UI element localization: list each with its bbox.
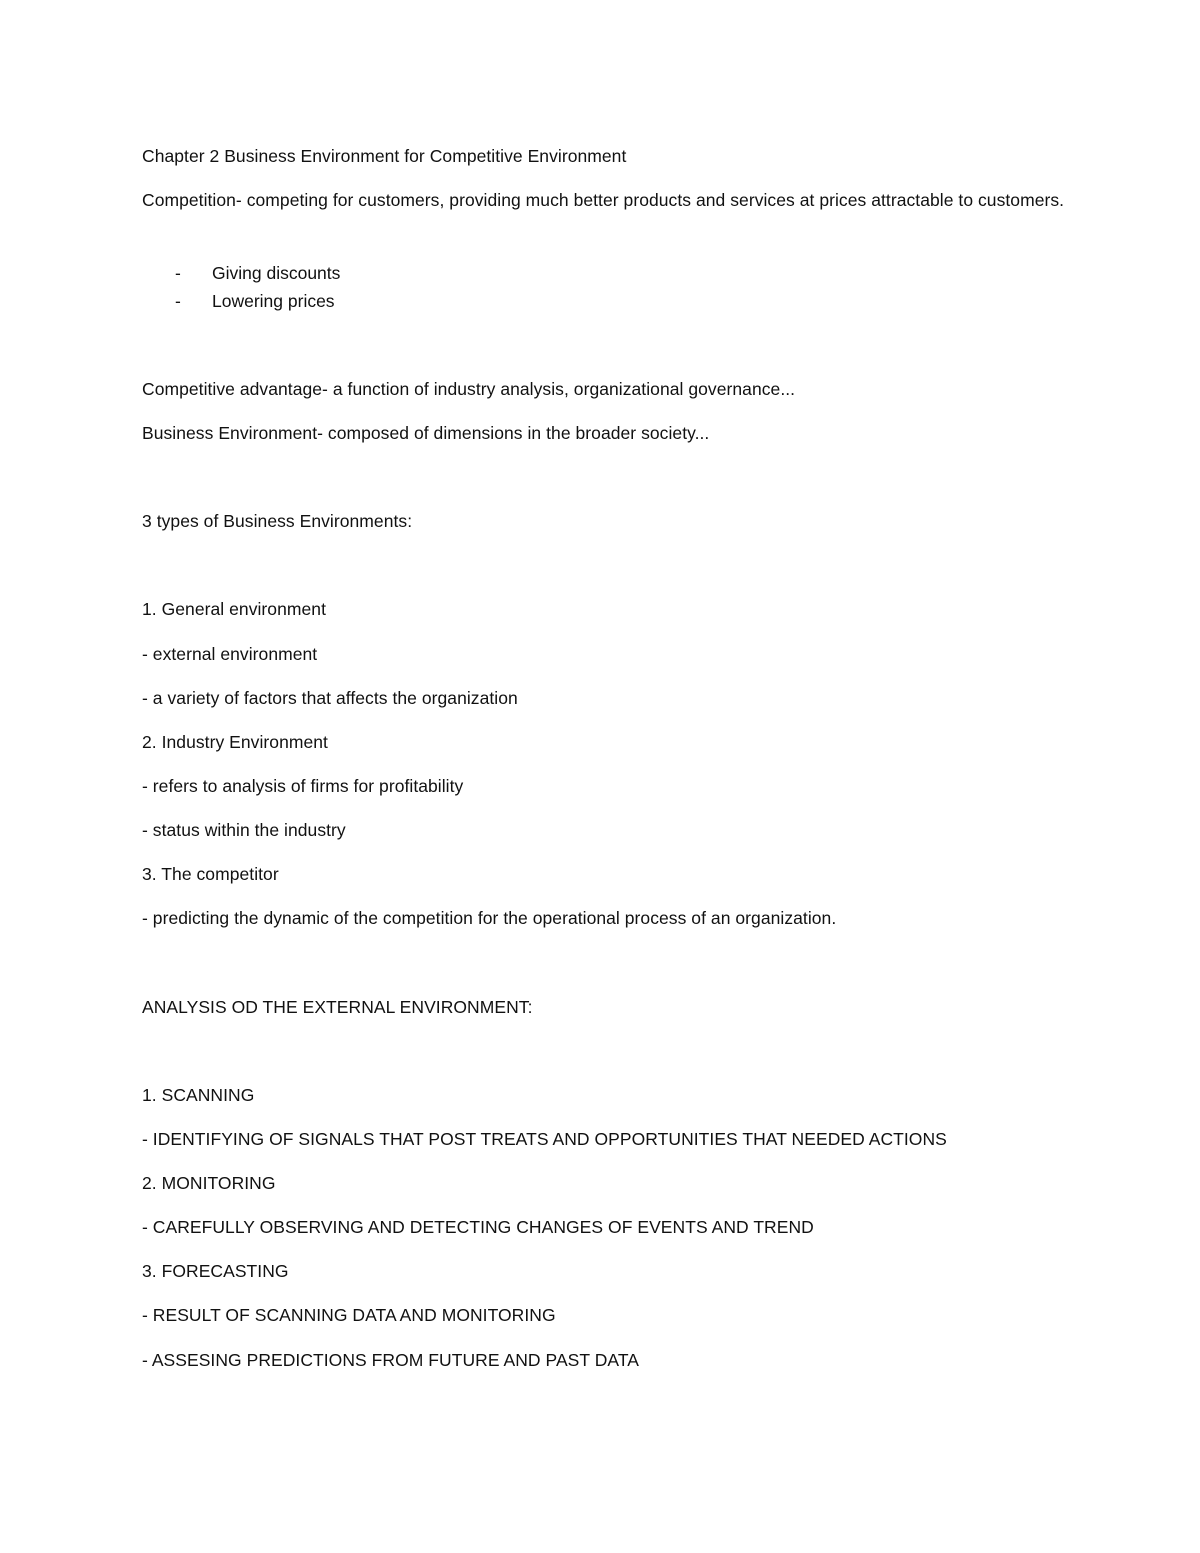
- bullet-marker: -: [175, 291, 181, 311]
- document-title: Chapter 2 Business Environment for Competitive Environment: [142, 146, 627, 166]
- analysis-line: 3. FORECASTING: [142, 1261, 289, 1281]
- analysis-line: - CAREFULLY OBSERVING AND DETECTING CHANGES OF EVENTS AND TREND: [142, 1217, 814, 1237]
- analysis-heading: ANALYSIS OD THE EXTERNAL ENVIRONMENT:: [142, 997, 533, 1017]
- business-environment-paragraph: Business Environment- composed of dimensions in the broader society...: [142, 423, 710, 443]
- types-line: 3. The competitor: [142, 864, 279, 884]
- types-line: - a variety of factors that affects the organization: [142, 688, 518, 708]
- bullet-item: Giving discounts: [212, 263, 341, 283]
- analysis-line: 1. SCANNING: [142, 1085, 255, 1105]
- analysis-line: 2. MONITORING: [142, 1173, 276, 1193]
- types-line: - status within the industry: [142, 820, 346, 840]
- types-line: 2. Industry Environment: [142, 732, 328, 752]
- types-line: - refers to analysis of firms for profitability: [142, 776, 464, 796]
- analysis-line: - IDENTIFYING OF SIGNALS THAT POST TREATS AND OPPORTUNITIES THAT NEEDED ACTIONS: [142, 1129, 947, 1149]
- bullet-item: Lowering prices: [212, 291, 335, 311]
- analysis-line: - ASSESING PREDICTIONS FROM FUTURE AND PAST DATA: [142, 1350, 639, 1370]
- types-heading: 3 types of Business Environments:: [142, 511, 413, 531]
- bullet-marker: -: [175, 263, 181, 283]
- competition-definition: Competition- competing for customers, providing much better products and services at prices attractable to customers.: [142, 190, 1065, 210]
- types-line: 1. General environment: [142, 599, 326, 619]
- types-line: - external environment: [142, 644, 318, 664]
- types-line: - predicting the dynamic of the competition for the operational process of an organization.: [142, 908, 837, 928]
- analysis-line: - RESULT OF SCANNING DATA AND MONITORING: [142, 1305, 556, 1325]
- competitive-advantage-paragraph: Competitive advantage- a function of industry analysis, organizational governance...: [142, 379, 796, 399]
